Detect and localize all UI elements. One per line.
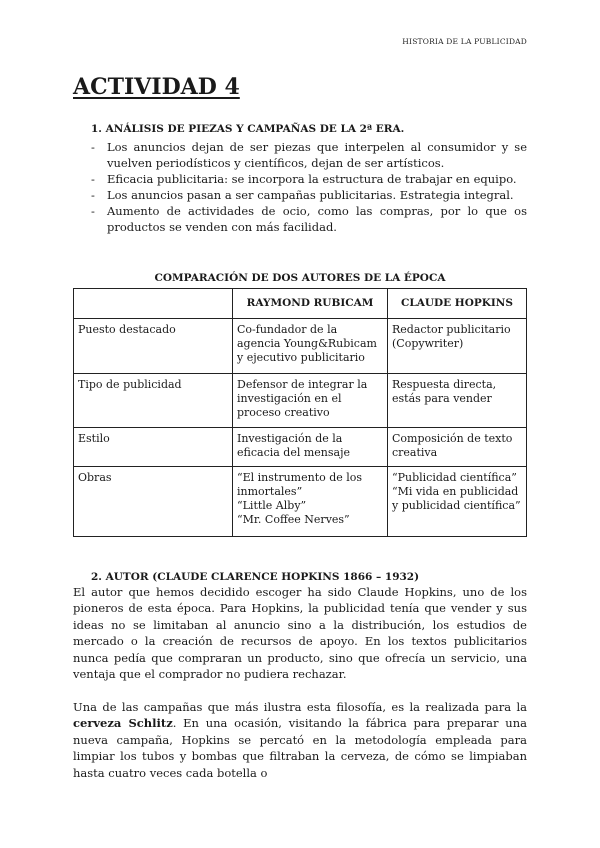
table-row (74, 319, 527, 374)
section-1-bullet-list (91, 139, 527, 235)
page-title: ACTIVIDAD 4 (73, 74, 240, 100)
bold-brand-name: cerveza Schlitz (73, 716, 173, 731)
hopkins-cell: Respuesta directa, estás para vender (388, 374, 527, 428)
rubicam-cell: “El instrumento de los inmortales” “Little Alby” “Mr. Coffee Nerves” (233, 467, 388, 537)
table-row (74, 467, 527, 537)
section-1-heading: 1. ANÁLISIS DE PIEZAS Y CAMPAÑAS DE LA 2ª ERA. (91, 123, 405, 135)
paragraph-text: . En una ocasión, visitando la fábrica para preparar una nueva campaña, Hopkins se percató en la metodología empleada para limpiar los tubos y bombas que filtraban la cerveza, de cómo se limpiaban hasta cuatro veces cada botella o (73, 716, 527, 780)
section-2-heading: 2. AUTOR (CLAUDE CLARENCE HOPKINS 1866 – 1932) (91, 571, 420, 583)
column-header-hopkins: CLAUDE HOPKINS (388, 289, 527, 319)
rubicam-cell: Defensor de integrar la investigación en el proceso creativo (233, 374, 388, 428)
table-header-row (74, 289, 527, 319)
column-header-rubicam: RAYMOND RUBICAM (233, 289, 388, 319)
row-label: Tipo de publicidad (74, 374, 233, 428)
paragraph-schlitz (73, 699, 527, 781)
rubicam-cell: Investigación de la eficacia del mensaje (233, 428, 388, 467)
column-header-empty (74, 289, 233, 319)
hopkins-cell: “Publicidad científica” “Mi vida en publicidad y publicidad científica” (388, 467, 527, 537)
paragraph-intro: El autor que hemos decidido escoger ha sido Claude Hopkins, uno de los pioneros de esta época. Para Hopkins, la publicidad tenía que vender y sus ideas no se limitaban al anuncio sino a la distribución, los estudios de mercado o la creación de recursos de apoyo. En los textos publicitarios nunca pedía que compraran un producto, sino que ofrecía un servicio, una ventaja que el comprador no pudiera rechazar. (73, 585, 527, 682)
bullet-item: - Los anuncios dejan de ser piezas que interpelen al consumidor y se vuelven periodísticos y científicos, dejan de ser artísticos. (91, 139, 527, 171)
bullet-item: - Aumento de actividades de ocio, como las compras, por lo que os productos se venden con más facilidad. (91, 203, 527, 235)
row-label: Estilo (74, 428, 233, 467)
table-row (74, 428, 527, 467)
bullet-item: - Los anuncios pasan a ser campañas publicitarias. Estrategia integral. (91, 187, 527, 203)
table-caption: COMPARACIÓN DE DOS AUTORES DE LA ÉPOCA (154, 272, 446, 284)
running-header: HISTORIA DE LA PUBLICIDAD (402, 37, 527, 46)
row-label: Obras (74, 467, 233, 537)
bullet-item: - Eficacia publicitaria: se incorpora la estructura de trabajar en equipo. (91, 171, 527, 187)
hopkins-cell: Composición de texto creativa (388, 428, 527, 467)
table-row (74, 374, 527, 428)
rubicam-cell: Co-fundador de la agencia Young&Rubicam y ejecutivo publicitario (233, 319, 388, 374)
row-label: Puesto destacado (74, 319, 233, 374)
hopkins-cell: Redactor publicitario (Copywriter) (388, 319, 527, 374)
comparison-table (73, 288, 527, 537)
paragraph-text: Una de las campañas que más ilustra esta filosofía, es la realizada para la (73, 700, 527, 714)
